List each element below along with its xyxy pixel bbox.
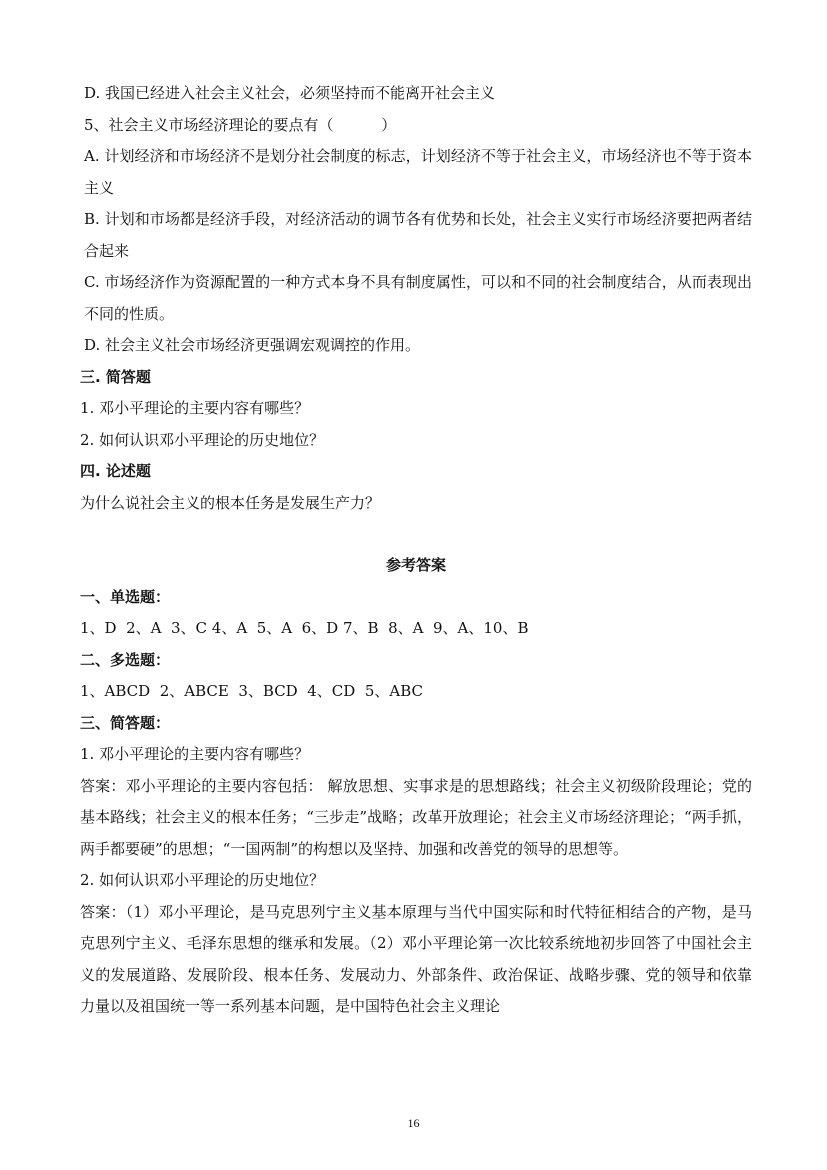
q5-stem: 5、社会主义市场经济理论的要点有（ ） (84, 115, 397, 134)
answer-1-text: 答案：邓小平理论的主要内容包括： 解放思想、实事求是的思想路线；社会主义初级阶段理论；党的基本路线；社会主义的根本任务；“三步走”战略；改革开放理论；社会主义市场经济理论；“两手抓，两手都要硬”的思想；“一国两制”的构想以及坚持、加强和改善党的领导的思想等。 (80, 776, 752, 858)
q5-option-d: D. 社会主义社会市场经济更强调宏观调控的作用。 (84, 336, 421, 354)
short-answer-heading: 三、简答题： (80, 713, 171, 732)
multi-choice-heading: 二、多选题： (80, 650, 171, 669)
section4-heading: 四. 论述题 (80, 462, 151, 480)
document-page (80, 78, 752, 1023)
section4-question: 为什么说社会主义的根本任务是发展生产力？ (80, 493, 381, 512)
single-choice-heading: 一、单选题： (80, 587, 171, 606)
answer-2-question: 2. 如何认识邓小平理论的历史地位？ (80, 871, 325, 889)
q5-option-a: A. 计划经济和市场经济不是划分社会制度的标志，计划经济不等于社会主义，市场经济也不等于资本主义 (84, 147, 752, 197)
answer-2-text: 答案：（1）邓小平理论，是马克思列宁主义基本原理与当代中国实际和时代特征相结合的产物，是马克思列宁主义、毛泽东思想的继承和发展。（2）邓小平理论第一次比较系统地初步回答了中国社会主义的发展道路、发展阶段、根本任务、发展动力、外部条件、政治保证、战略步骤、党的领导和依靠力量以及祖国统一等一系列基本问题，是中国特色社会主义理论 (80, 902, 752, 1015)
answers-title: 参考答案 (385, 556, 446, 574)
multi-choice-answers: 1、ABCD 2、ABCE 3、BCD 4、CD 5、ABC (80, 682, 423, 700)
single-choice-answers: 1、D 2、A 3、C 4、A 5、A 6、D 7、B 8、A 9、A、10、B (80, 619, 529, 637)
q5-option-c: C. 市场经济作为资源配置的一种方式本身不具有制度属性，可以和不同的社会制度结合，从而表现出不同的性质。 (84, 273, 752, 323)
answer-1-question: 1. 邓小平理论的主要内容有哪些？ (80, 745, 310, 763)
q5-option-b: B. 计划和市场都是经济手段，对经济活动的调节各有优势和长处，社会主义实行市场经济要把两者结合起来 (84, 210, 752, 260)
section3-question-1: 1. 邓小平理论的主要内容有哪些？ (80, 399, 310, 417)
page-number: 16 (407, 1116, 420, 1130)
q4-option-d: D. 我国已经进入社会主义社会，必须坚持而不能离开社会主义 (84, 84, 496, 102)
section3-heading: 三. 简答题 (80, 367, 151, 386)
spacer (80, 519, 752, 550)
section3-question-2: 2. 如何认识邓小平理论的历史地位？ (80, 430, 325, 449)
